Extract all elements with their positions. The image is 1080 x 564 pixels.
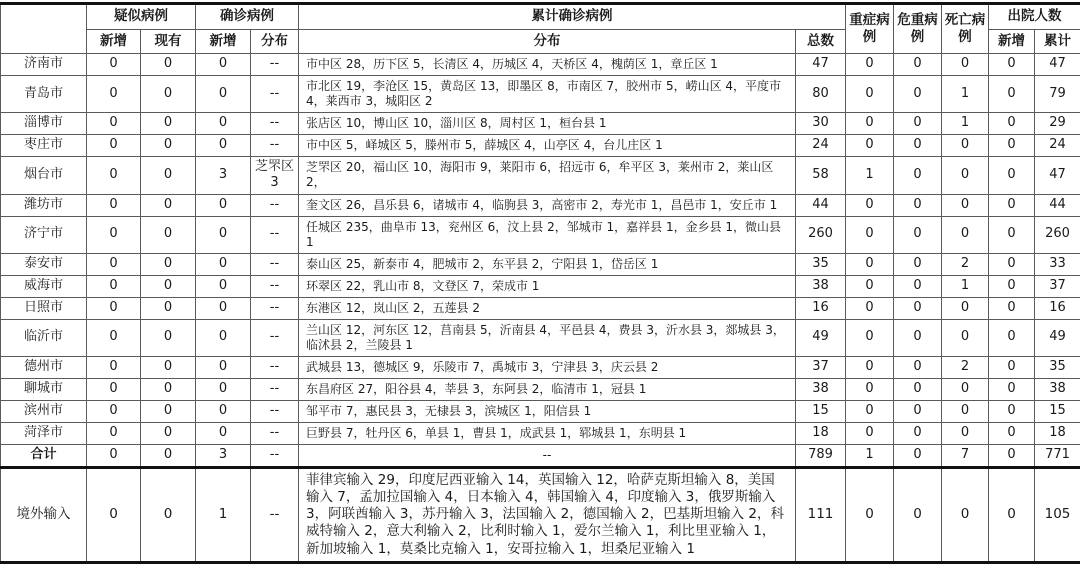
suspected-new-cell: 0 — [87, 253, 141, 275]
city-cell: 合计 — [1, 444, 87, 467]
suspected-cases-group-header: 疑似病例 — [87, 4, 196, 30]
discharged-total-cell: 18 — [1035, 422, 1080, 444]
confirmed-new-cell: 0 — [196, 194, 251, 216]
cumulative-total-cell: 111 — [796, 467, 846, 562]
city-cell: 潍坊市 — [1, 194, 87, 216]
discharged-total-cell: 105 — [1035, 467, 1080, 562]
cumulative-dist-cell: 市北区 19，李沧区 15，黄岛区 13，即墨区 8，市南区 7，胶州市 5，崂山区 4，平度市 4，莱西市 3，城阳区 2 — [299, 76, 796, 113]
discharged-new-cell: 0 — [989, 194, 1035, 216]
critical-cell: 0 — [894, 467, 942, 562]
suspected-current-cell: 0 — [141, 216, 196, 253]
confirmed-new-cell: 3 — [196, 157, 251, 195]
confirmed-new-cell: 0 — [196, 356, 251, 378]
suspected-current-cell: 0 — [141, 194, 196, 216]
severe-cell: 0 — [846, 297, 894, 319]
critical-cell: 0 — [894, 113, 942, 135]
discharged-new-cell: 0 — [989, 378, 1035, 400]
cumulative-dist-cell: 张店区 10，博山区 10，淄川区 8，周村区 1，桓台县 1 — [299, 113, 796, 135]
confirmed-dist-header: 分布 — [251, 29, 299, 54]
confirmed-new-cell: 1 — [196, 467, 251, 562]
severe-cell: 0 — [846, 194, 894, 216]
critical-cell: 0 — [894, 356, 942, 378]
suspected-new-cell: 0 — [87, 378, 141, 400]
confirmed-new-cell: 0 — [196, 378, 251, 400]
discharged-new-cell: 0 — [989, 356, 1035, 378]
suspected-new-cell: 0 — [87, 319, 141, 356]
suspected-new-cell: 0 — [87, 467, 141, 562]
discharged-new-cell: 0 — [989, 444, 1035, 467]
table-row — [1, 135, 1080, 157]
death-cell: 2 — [942, 356, 989, 378]
cumulative-dist-cell: 芝罘区 20，福山区 10，海阳市 9，莱阳市 6，招远市 6，牟平区 3，莱州市 2，莱山区 2， — [299, 157, 796, 195]
suspected-new-cell: 0 — [87, 135, 141, 157]
critical-cell: 0 — [894, 76, 942, 113]
confirmed-new-cell: 0 — [196, 319, 251, 356]
cumulative-dist-cell: -- — [299, 444, 796, 467]
discharged-new-cell: 0 — [989, 54, 1035, 76]
discharged-total-cell: 37 — [1035, 275, 1080, 297]
suspected-new-cell: 0 — [87, 400, 141, 422]
critical-cell: 0 — [894, 319, 942, 356]
critical-cell: 0 — [894, 253, 942, 275]
cumulative-total-cell: 24 — [796, 135, 846, 157]
severe-cell: 0 — [846, 422, 894, 444]
city-cell: 济宁市 — [1, 216, 87, 253]
confirmed-new-cell: 0 — [196, 253, 251, 275]
cumulative-total-cell: 38 — [796, 275, 846, 297]
suspected-new-cell: 0 — [87, 113, 141, 135]
critical-cell: 0 — [894, 275, 942, 297]
discharged-total-cell: 33 — [1035, 253, 1080, 275]
table-header — [1, 4, 1080, 54]
suspected-current-cell: 0 — [141, 253, 196, 275]
death-cell: 0 — [942, 216, 989, 253]
suspected-new-cell: 0 — [87, 444, 141, 467]
city-column-header — [1, 4, 87, 54]
discharged-total-cell: 49 — [1035, 319, 1080, 356]
confirmed-dist-cell: 芝罘区 3 — [251, 157, 299, 195]
city-cell: 枣庄市 — [1, 135, 87, 157]
confirmed-dist-cell: -- — [251, 444, 299, 467]
critical-cell: 0 — [894, 135, 942, 157]
cumulative-dist-cell: 巨野县 7，牡丹区 6，单县 1，曹县 1，成武县 1，郓城县 1，东明县 1 — [299, 422, 796, 444]
confirmed-dist-cell: -- — [251, 275, 299, 297]
critical-cell: 0 — [894, 400, 942, 422]
city-cell: 滨州市 — [1, 400, 87, 422]
suspected-current-cell: 0 — [141, 297, 196, 319]
confirmed-new-cell: 0 — [196, 113, 251, 135]
confirmed-new-cell: 0 — [196, 135, 251, 157]
suspected-current-cell: 0 — [141, 319, 196, 356]
cumulative-total-cell: 58 — [796, 157, 846, 195]
confirmed-dist-cell: -- — [251, 253, 299, 275]
cumulative-total-cell: 80 — [796, 76, 846, 113]
discharged-total-cell: 16 — [1035, 297, 1080, 319]
suspected-current-cell: 0 — [141, 275, 196, 297]
discharged-new-cell: 0 — [989, 319, 1035, 356]
total-row — [1, 444, 1080, 467]
severe-cell: 0 — [846, 378, 894, 400]
cumulative-total-cell: 44 — [796, 194, 846, 216]
severe-cases-header: 重症病例 — [846, 4, 894, 54]
table-row — [1, 319, 1080, 356]
cumulative-total-cell: 789 — [796, 444, 846, 467]
cumulative-dist-cell: 环翠区 22，乳山市 8，文登区 7，荣成市 1 — [299, 275, 796, 297]
death-cell: 1 — [942, 113, 989, 135]
confirmed-new-header: 新增 — [196, 29, 251, 54]
table-row — [1, 422, 1080, 444]
death-cell: 0 — [942, 400, 989, 422]
confirmed-cases-group-header: 确诊病例 — [196, 4, 299, 30]
city-cell: 临沂市 — [1, 319, 87, 356]
city-cell: 菏泽市 — [1, 422, 87, 444]
table-row — [1, 76, 1080, 113]
suspected-current-cell: 0 — [141, 54, 196, 76]
discharged-new-cell: 0 — [989, 400, 1035, 422]
suspected-current-cell: 0 — [141, 113, 196, 135]
confirmed-new-cell: 0 — [196, 422, 251, 444]
severe-cell: 1 — [846, 157, 894, 195]
severe-cell: 0 — [846, 275, 894, 297]
confirmed-dist-cell: -- — [251, 378, 299, 400]
confirmed-dist-cell: -- — [251, 216, 299, 253]
discharged-total-cell: 44 — [1035, 194, 1080, 216]
critical-cell: 0 — [894, 297, 942, 319]
cumulative-dist-cell: 泰山区 25，新泰市 4，肥城市 2，东平县 2，宁阳县 1，岱岳区 1 — [299, 253, 796, 275]
cumulative-dist-cell: 市中区 28，历下区 5，长清区 4，历城区 4，天桥区 4，槐荫区 1，章丘区 1 — [299, 54, 796, 76]
table-row — [1, 157, 1080, 195]
suspected-new-header: 新增 — [87, 29, 141, 54]
confirmed-dist-cell: -- — [251, 54, 299, 76]
discharged-new-header: 新增 — [989, 29, 1035, 54]
severe-cell: 0 — [846, 356, 894, 378]
table-row — [1, 253, 1080, 275]
cumulative-dist-cell: 邹平市 7，惠民县 3，无棣县 3，滨城区 1，阳信县 1 — [299, 400, 796, 422]
severe-cell: 0 — [846, 76, 894, 113]
cumulative-dist-header: 分布 — [299, 29, 796, 54]
cumulative-dist-cell: 武城县 13，德城区 9，乐陵市 7，禹城市 3，宁津县 3，庆云县 2 — [299, 356, 796, 378]
discharged-cum-header: 累计 — [1035, 29, 1080, 54]
discharged-new-cell: 0 — [989, 216, 1035, 253]
suspected-current-cell: 0 — [141, 356, 196, 378]
city-cell: 淄博市 — [1, 113, 87, 135]
city-cell: 聊城市 — [1, 378, 87, 400]
suspected-new-cell: 0 — [87, 76, 141, 113]
discharged-new-cell: 0 — [989, 422, 1035, 444]
discharged-total-cell: 15 — [1035, 400, 1080, 422]
discharged-total-cell: 24 — [1035, 135, 1080, 157]
discharged-new-cell: 0 — [989, 76, 1035, 113]
death-cell: 2 — [942, 253, 989, 275]
suspected-current-header: 现有 — [141, 29, 196, 54]
death-cell: 0 — [942, 297, 989, 319]
death-cell: 0 — [942, 467, 989, 562]
suspected-current-cell: 0 — [141, 400, 196, 422]
table-row — [1, 275, 1080, 297]
discharged-new-cell: 0 — [989, 135, 1035, 157]
discharged-new-cell: 0 — [989, 113, 1035, 135]
severe-cell: 0 — [846, 135, 894, 157]
suspected-new-cell: 0 — [87, 356, 141, 378]
cumulative-total-cell: 260 — [796, 216, 846, 253]
discharged-total-cell: 260 — [1035, 216, 1080, 253]
suspected-new-cell: 0 — [87, 422, 141, 444]
confirmed-dist-cell: -- — [251, 400, 299, 422]
suspected-current-cell: 0 — [141, 422, 196, 444]
death-cell: 1 — [942, 275, 989, 297]
suspected-current-cell: 0 — [141, 135, 196, 157]
death-cell: 0 — [942, 378, 989, 400]
discharged-new-cell: 0 — [989, 253, 1035, 275]
suspected-new-cell: 0 — [87, 297, 141, 319]
city-cell: 泰安市 — [1, 253, 87, 275]
cumulative-dist-cell: 任城区 235，曲阜市 13，兖州区 6，汶上县 2，邹城市 1，嘉祥县 1，金乡县 1，微山县 1 — [299, 216, 796, 253]
cumulative-dist-cell: 东港区 12，岚山区 2，五莲县 2 — [299, 297, 796, 319]
cumulative-total-cell: 16 — [796, 297, 846, 319]
table-row — [1, 194, 1080, 216]
discharged-new-cell: 0 — [989, 467, 1035, 562]
confirmed-new-cell: 0 — [196, 54, 251, 76]
discharged-total-cell: 29 — [1035, 113, 1080, 135]
discharged-total-cell: 35 — [1035, 356, 1080, 378]
cumulative-total-header: 总数 — [796, 29, 846, 54]
severe-cell: 0 — [846, 467, 894, 562]
cumulative-dist-cell: 奎文区 26，昌乐县 6，诸城市 4，临朐县 3，高密市 2，寿光市 1，昌邑市 1，安丘市 1 — [299, 194, 796, 216]
suspected-current-cell: 0 — [141, 157, 196, 195]
suspected-current-cell: 0 — [141, 467, 196, 562]
epidemic-statistics-table — [0, 2, 1080, 564]
suspected-new-cell: 0 — [87, 54, 141, 76]
imported-row — [1, 467, 1080, 562]
suspected-new-cell: 0 — [87, 194, 141, 216]
discharged-group-header: 出院人数 — [989, 4, 1080, 30]
severe-cell: 0 — [846, 319, 894, 356]
confirmed-dist-cell: -- — [251, 422, 299, 444]
table-row — [1, 113, 1080, 135]
suspected-new-cell: 0 — [87, 216, 141, 253]
confirmed-new-cell: 0 — [196, 400, 251, 422]
critical-cell: 0 — [894, 216, 942, 253]
confirmed-new-cell: 0 — [196, 275, 251, 297]
death-cases-header: 死亡病例 — [942, 4, 989, 54]
severe-cell: 1 — [846, 444, 894, 467]
critical-cell: 0 — [894, 157, 942, 195]
confirmed-new-cell: 0 — [196, 297, 251, 319]
confirmed-new-cell: 0 — [196, 216, 251, 253]
cumulative-dist-cell: 菲律宾输入 29，印度尼西亚输入 14，英国输入 12，哈萨克斯坦输入 8，美国输入 7，孟加拉国输入 4，日本输入 4，韩国输入 4，印度输入 3，俄罗斯输入 3，阿联酋输入 3，苏丹输入 3，法国输入 2，德国输入 2，巴基斯坦输入 2，科威特输入 2，意大利输入 2，比利时输入 1，爱尔兰输入 1，利比里亚输入 1，新加坡输入 1，莫桑比克输入 1，安哥拉输入 1，坦桑尼亚输入 1 — [299, 467, 796, 562]
confirmed-new-cell: 3 — [196, 444, 251, 467]
confirmed-dist-cell: -- — [251, 297, 299, 319]
header-group-row — [1, 4, 1080, 30]
death-cell: 0 — [942, 319, 989, 356]
cumulative-dist-cell: 市中区 5，峄城区 5，滕州市 5，薛城区 4，山亭区 4，台儿庄区 1 — [299, 135, 796, 157]
cumulative-dist-cell: 兰山区 12，河东区 12，莒南县 5，沂南县 4，平邑县 4，费县 3，沂水县 3，郯城县 3，临沭县 2，兰陵县 1 — [299, 319, 796, 356]
cumulative-total-cell: 37 — [796, 356, 846, 378]
city-cell: 日照市 — [1, 297, 87, 319]
confirmed-dist-cell: -- — [251, 467, 299, 562]
table-row — [1, 297, 1080, 319]
cumulative-total-cell: 49 — [796, 319, 846, 356]
cumulative-total-cell: 47 — [796, 54, 846, 76]
cumulative-total-cell: 30 — [796, 113, 846, 135]
discharged-total-cell: 47 — [1035, 157, 1080, 195]
table-row — [1, 356, 1080, 378]
cumulative-total-cell: 15 — [796, 400, 846, 422]
suspected-current-cell: 0 — [141, 378, 196, 400]
discharged-new-cell: 0 — [989, 157, 1035, 195]
death-cell: 0 — [942, 54, 989, 76]
confirmed-dist-cell: -- — [251, 113, 299, 135]
death-cell: 0 — [942, 135, 989, 157]
city-cell: 济南市 — [1, 54, 87, 76]
table-row — [1, 378, 1080, 400]
critical-cell: 0 — [894, 54, 942, 76]
cumulative-total-cell: 38 — [796, 378, 846, 400]
table-row — [1, 54, 1080, 76]
severe-cell: 0 — [846, 216, 894, 253]
confirmed-new-cell: 0 — [196, 76, 251, 113]
confirmed-dist-cell: -- — [251, 194, 299, 216]
death-cell: 0 — [942, 157, 989, 195]
city-cell: 烟台市 — [1, 157, 87, 195]
critical-cases-header: 危重病例 — [894, 4, 942, 54]
cumulative-total-cell: 35 — [796, 253, 846, 275]
critical-cell: 0 — [894, 444, 942, 467]
severe-cell: 0 — [846, 113, 894, 135]
confirmed-dist-cell: -- — [251, 356, 299, 378]
discharged-total-cell: 771 — [1035, 444, 1080, 467]
table-body — [1, 54, 1080, 563]
critical-cell: 0 — [894, 194, 942, 216]
city-cell: 境外输入 — [1, 467, 87, 562]
confirmed-dist-cell: -- — [251, 76, 299, 113]
death-cell: 7 — [942, 444, 989, 467]
critical-cell: 0 — [894, 422, 942, 444]
discharged-new-cell: 0 — [989, 275, 1035, 297]
death-cell: 1 — [942, 76, 989, 113]
death-cell: 0 — [942, 422, 989, 444]
suspected-new-cell: 0 — [87, 157, 141, 195]
death-cell: 0 — [942, 194, 989, 216]
discharged-total-cell: 47 — [1035, 54, 1080, 76]
cumulative-confirmed-group-header: 累计确诊病例 — [299, 4, 846, 30]
severe-cell: 0 — [846, 253, 894, 275]
confirmed-dist-cell: -- — [251, 319, 299, 356]
table-row — [1, 400, 1080, 422]
table-row — [1, 216, 1080, 253]
critical-cell: 0 — [894, 378, 942, 400]
discharged-total-cell: 38 — [1035, 378, 1080, 400]
confirmed-dist-cell: -- — [251, 135, 299, 157]
cumulative-total-cell: 18 — [796, 422, 846, 444]
severe-cell: 0 — [846, 54, 894, 76]
discharged-total-cell: 79 — [1035, 76, 1080, 113]
suspected-new-cell: 0 — [87, 275, 141, 297]
cumulative-dist-cell: 东昌府区 27，阳谷县 4，莘县 3，东阿县 2，临清市 1，冠县 1 — [299, 378, 796, 400]
severe-cell: 0 — [846, 400, 894, 422]
city-cell: 青岛市 — [1, 76, 87, 113]
suspected-current-cell: 0 — [141, 444, 196, 467]
city-cell: 德州市 — [1, 356, 87, 378]
suspected-current-cell: 0 — [141, 76, 196, 113]
city-cell: 威海市 — [1, 275, 87, 297]
discharged-new-cell: 0 — [989, 297, 1035, 319]
